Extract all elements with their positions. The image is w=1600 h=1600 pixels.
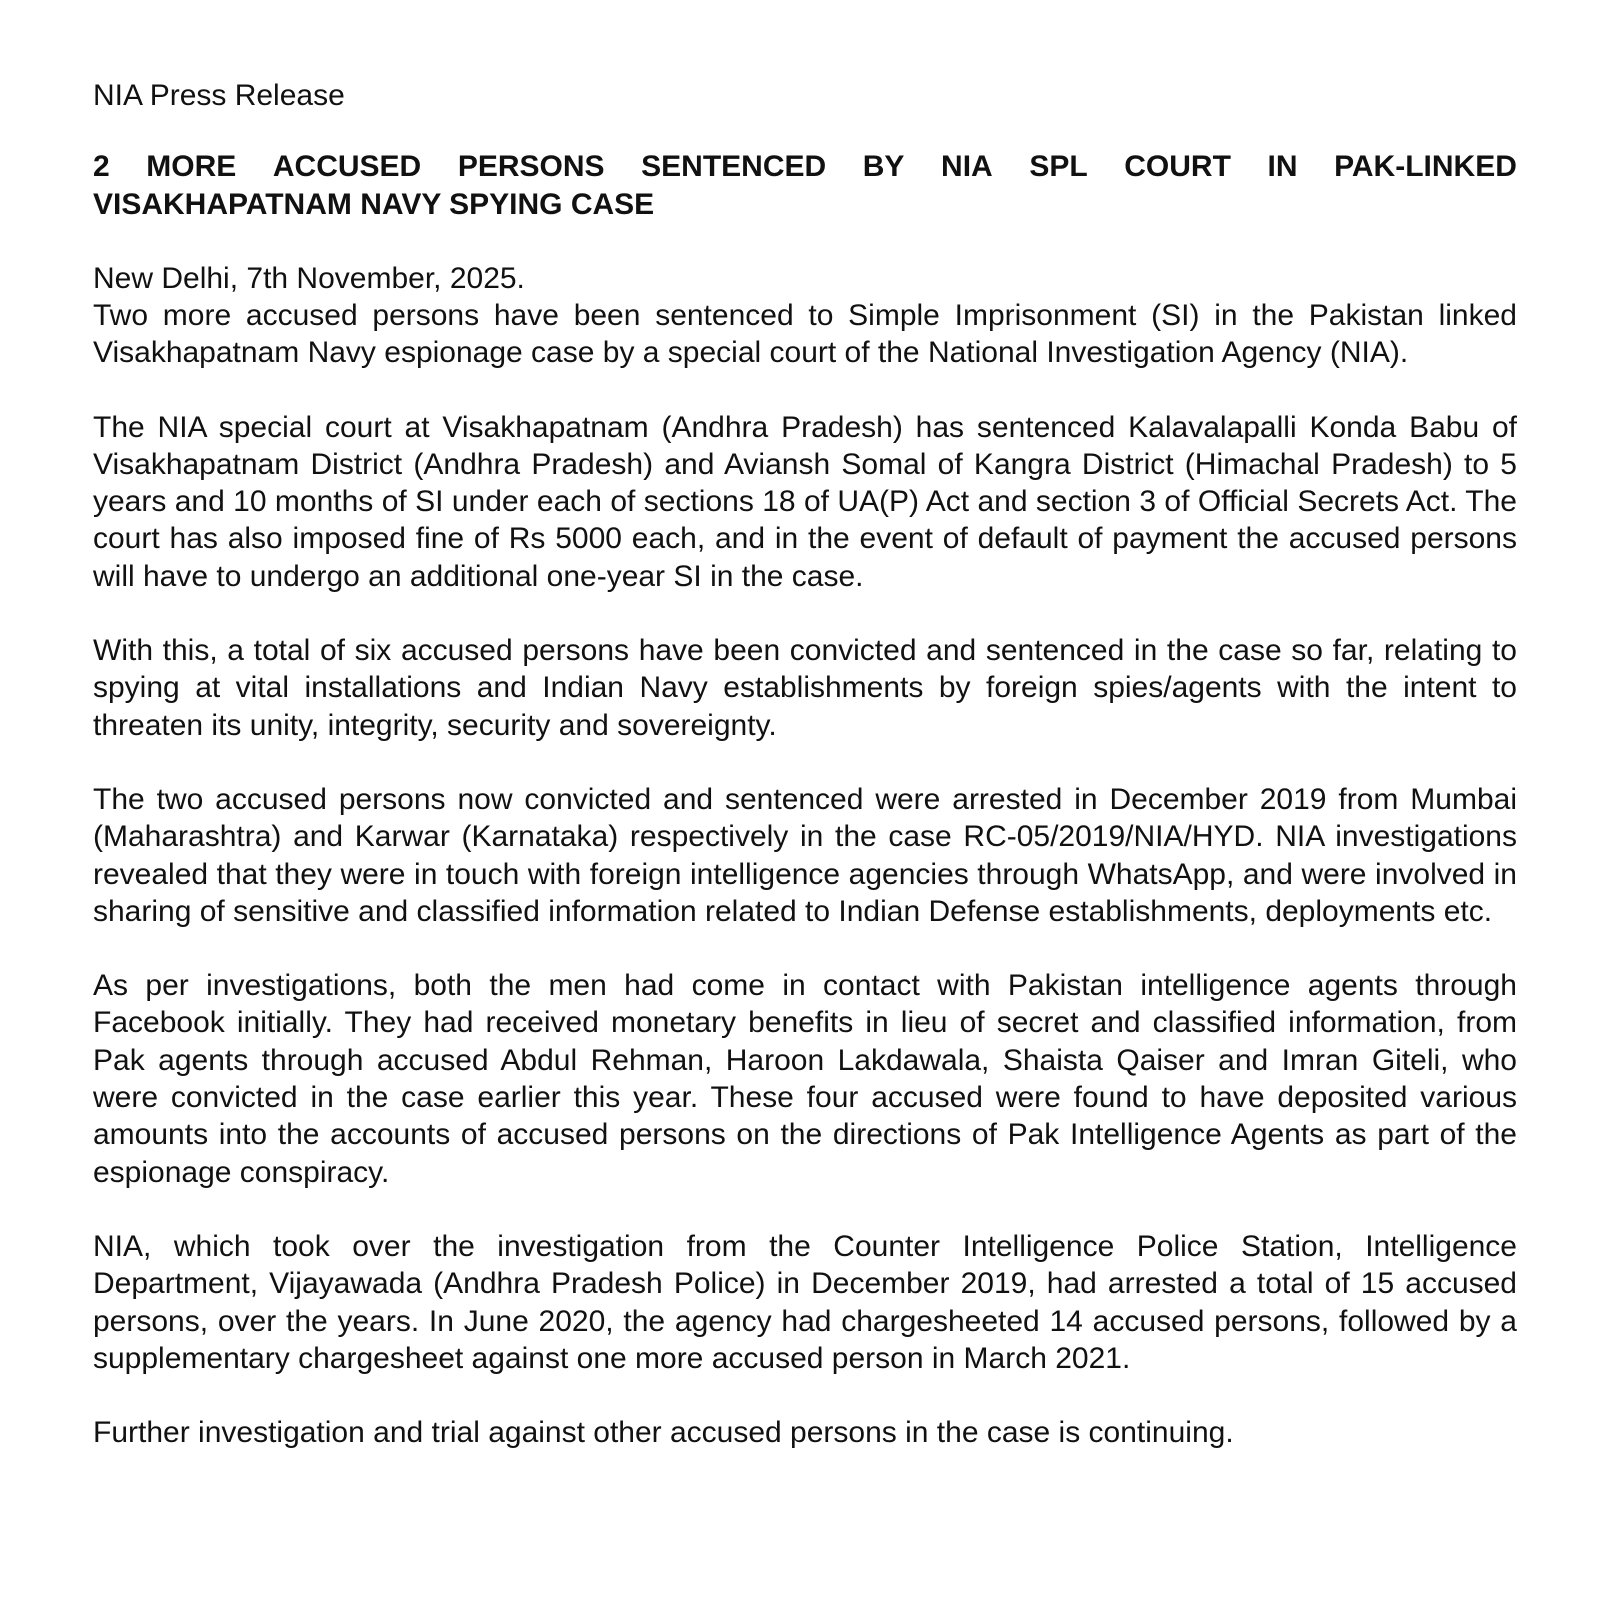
- headline-word: SENTENCED: [641, 150, 827, 183]
- headline-word: ACCUSED: [272, 150, 422, 183]
- headline-word: PAK-LINKED: [1334, 150, 1517, 183]
- paragraph-intro: Two more accused persons have been sentenced to Simple Imprisonment (SI) in the Pakistan linked Visakhapatnam Navy espionage case by a special court of the National Investigation Agency (NIA).: [93, 299, 1517, 370]
- paragraph-total-convicted: With this, a total of six accused persons have been convicted and sentenced in the case so far, relating to spying at vital installations and Indian Navy establishments by foreign spies/agents with the intent to threaten its unity, integrity, security and sovereignty.: [93, 634, 1517, 742]
- headline-word: MORE: [146, 150, 237, 183]
- headline-word: NIA: [941, 150, 993, 183]
- paragraph-arrest-details: The two accused persons now convicted and sentenced were arrested in December 2019 from Mumbai (Maharashtra) and Karwar (Karnataka) respectively in the case RC-05/2019/NIA/HYD. NIA investigations revealed that they were in touch with foreign intelligence agencies through WhatsApp, and were involved in sharing of sensitive and classified information related to Indian Defense establishments, deployments etc.: [93, 782, 1517, 928]
- paragraph-sentence-details: The NIA special court at Visakhapatnam (Andhra Pradesh) has sentenced Kalavalapalli Konda Babu of Visakhapatnam District (Andhra Pradesh) and Aviansh Somal of Kangra District (Himachal Pradesh) to 5 years and 10 months of SI under each of sections 18 of UA(P) Act and section 3 of Official Secrets Act. The court has also imposed fine of Rs 5000 each, and in the event of default of payment the accused persons will have to undergo an additional one-year SI in the case.: [93, 410, 1517, 593]
- headline-word: BY: [862, 150, 905, 183]
- dateline: New Delhi, 7th November, 2025.: [93, 262, 525, 295]
- paragraph-investigation-findings: As per investigations, both the men had come in contact with Pakistan intelligence agents through Facebook initially. They had received monetary benefits in lieu of secret and classified information, from Pak agents through accused Abdul Rehman, Haroon Lakdawala, Shaista Qaiser and Imran Giteli, who were convicted in the case earlier this year. These four accused were found to have deposited various amounts into the accounts of accused persons on the directions of Pak Intelligence Agents as part of the espionage conspiracy.: [93, 969, 1517, 1189]
- paragraph-case-history: NIA, which took over the investigation from the Counter Intelligence Police Station, Intelligence Department, Vijayawada (Andhra Pradesh Police) in December 2019, had arrested a total of 15 accused persons, over the years. In June 2020, the agency had chargesheeted 14 accused persons, followed by a supplementary chargesheet against one more accused person in March 2021.: [93, 1229, 1517, 1375]
- headline-line-1: [93, 148, 1517, 186]
- press-release-document: [93, 76, 1517, 1488]
- paragraph-continuing: Further investigation and trial against other accused persons in the case is continuing.: [93, 1416, 1234, 1450]
- headline: [93, 148, 1517, 224]
- headline-word: COURT: [1124, 150, 1231, 183]
- press-release-label: NIA Press Release: [93, 79, 345, 112]
- headline-word: 2: [93, 150, 110, 183]
- headline-word: PERSONS: [457, 150, 605, 183]
- headline-word: SPL: [1029, 150, 1088, 183]
- headline-line-2: VISAKHAPATNAM NAVY SPYING CASE: [93, 188, 655, 221]
- headline-word: IN: [1267, 150, 1298, 183]
